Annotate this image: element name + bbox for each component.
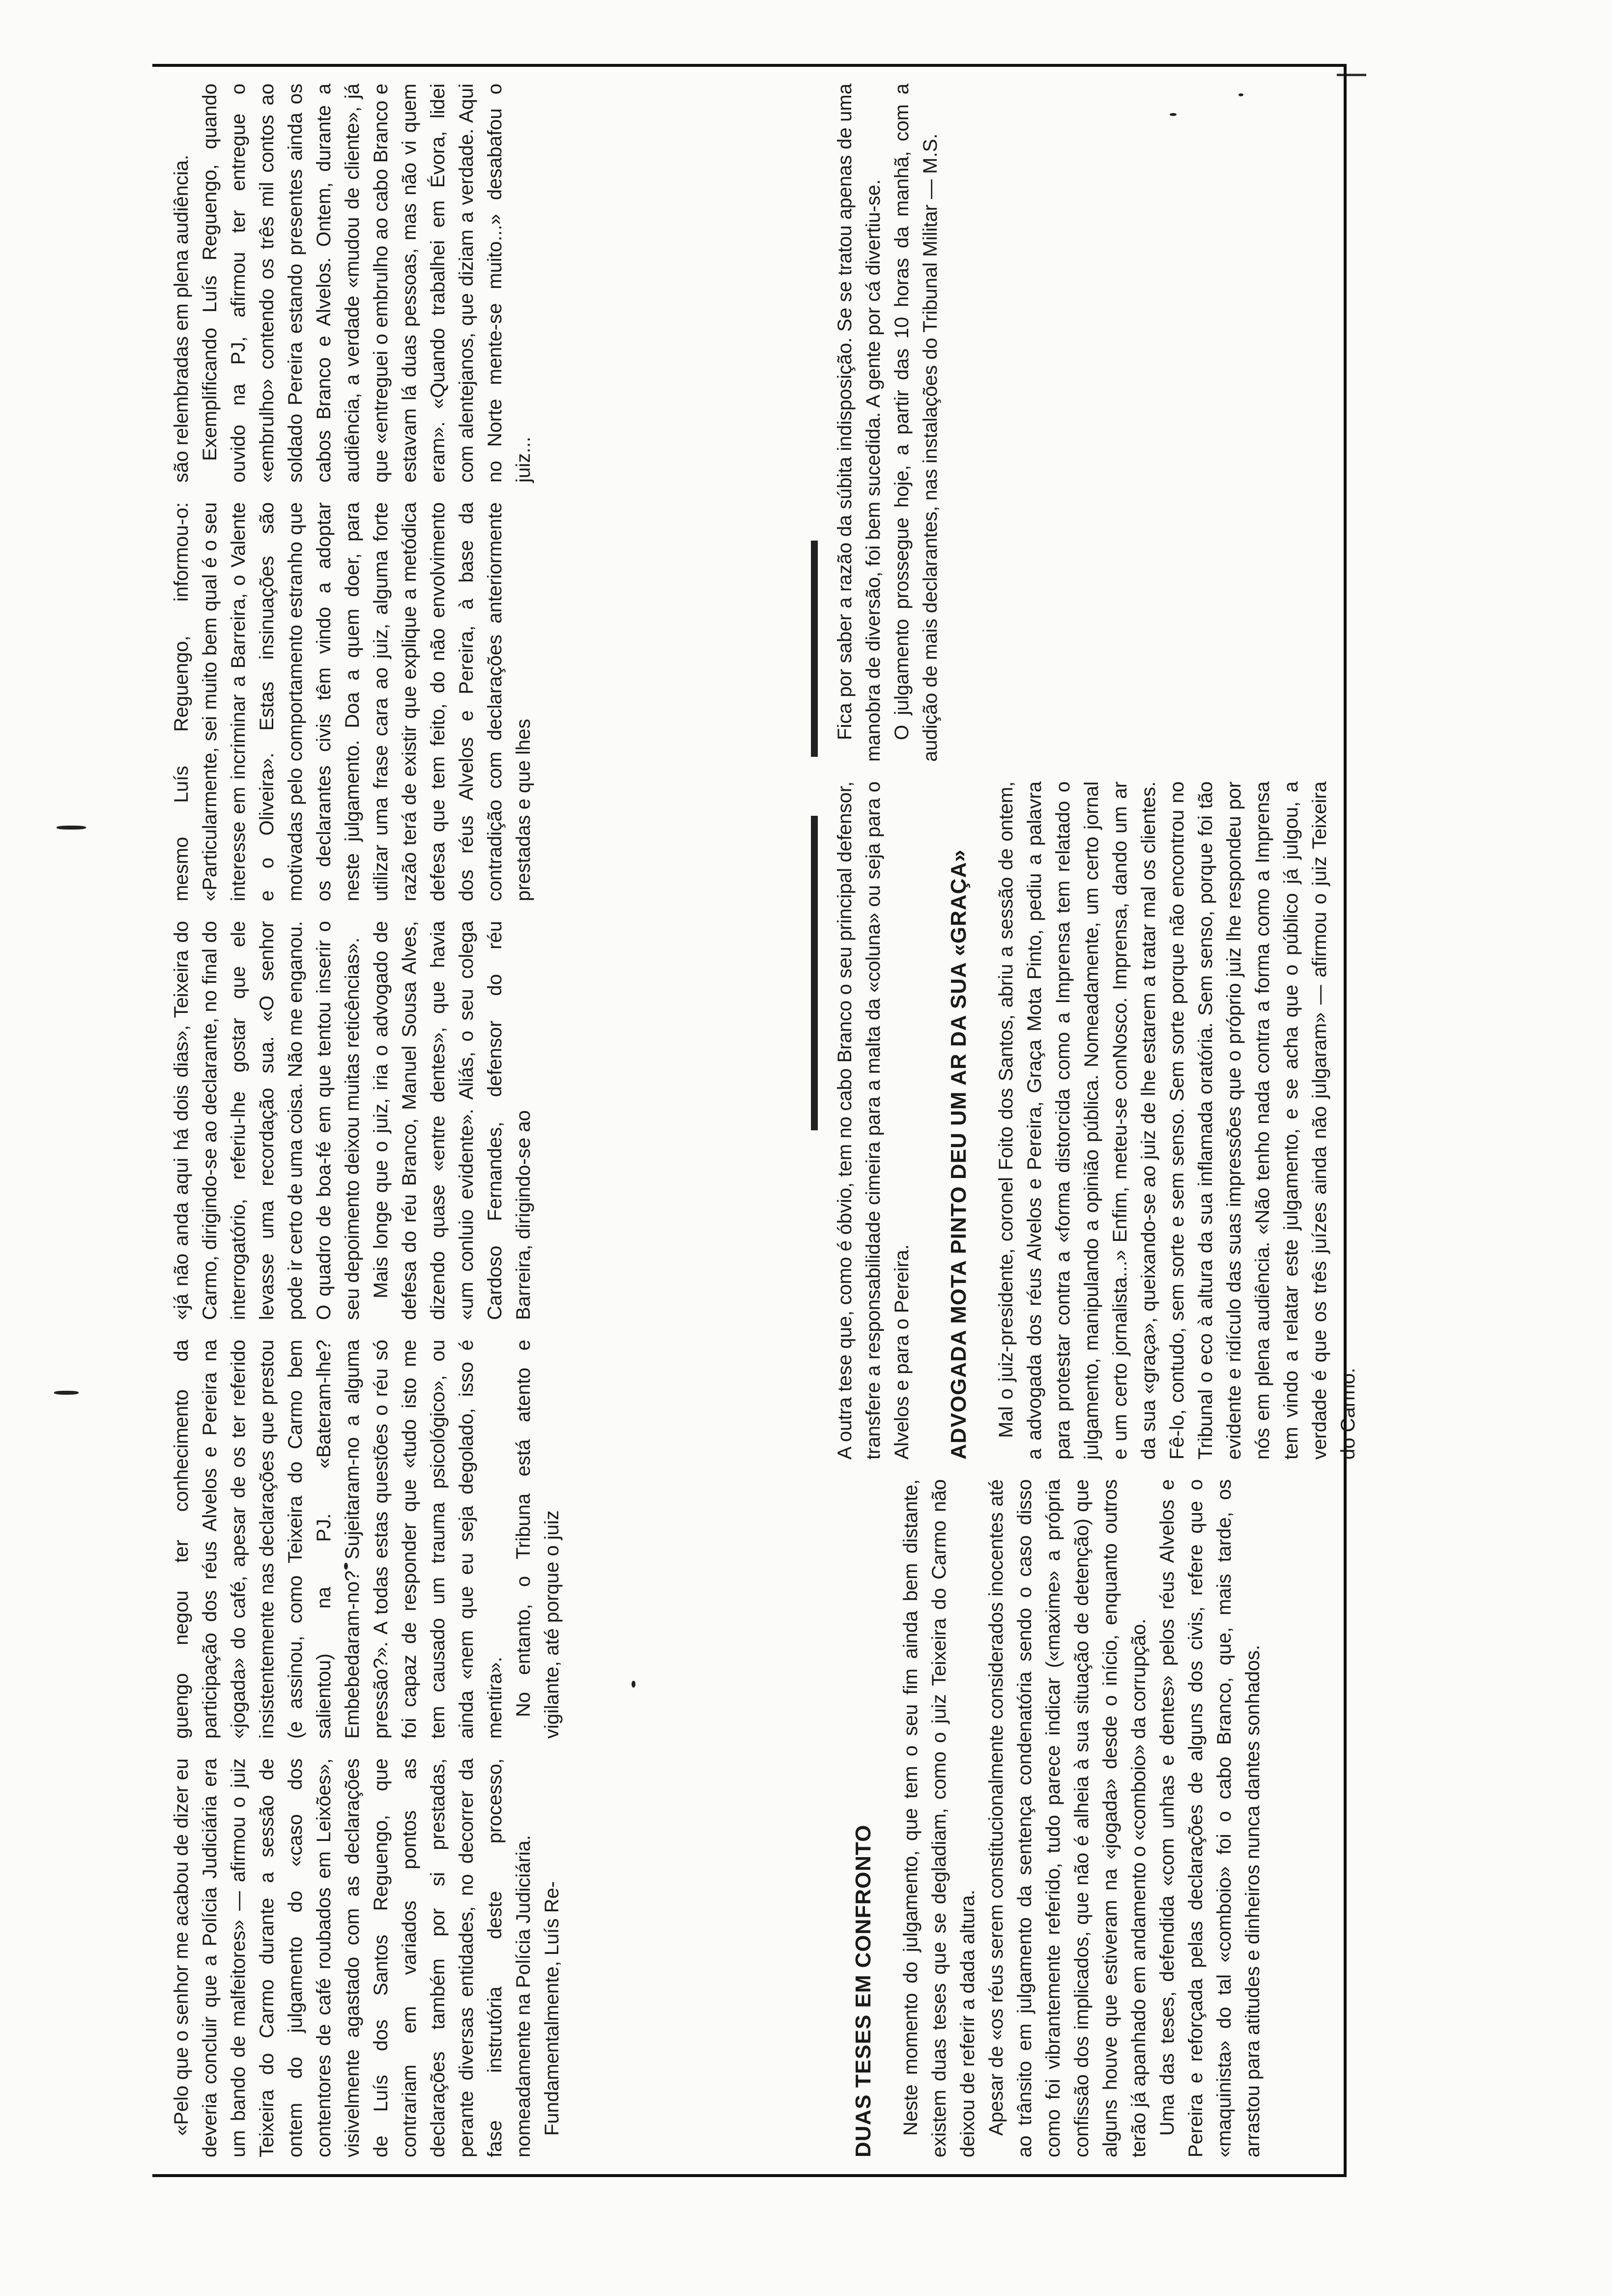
article-column-1 [167, 1758, 806, 2157]
article-column-5 [167, 84, 806, 483]
bottom-columns [831, 84, 1359, 2157]
paragraph: mesmo Luís Reguengo, informou-o: «Particularmente, sei muito bem qual é o seu interesse em incriminar a Barreira, o Valente e o Oliveira». Estas insinuações são motivadas pelo comportamento estranho que os declarantes civis têm vindo a adoptar neste julgamento. Doa a quem doer, para utilizar uma frase cara ao juiz, alguma forte razão terá de existir que explique a metódica defesa que tem feito, do não envolvimento dos réus Alvelos e Pereira, à base da contradição com declarações anteriormente prestadas e que lhes [171, 502, 534, 901]
section-divider [811, 541, 818, 1130]
paragraph: A outra tese que, como é óbvio, tem no cabo Branco o seu principal defensor, transfere a responsabilidade cimeira para a malta da «coluna» ou seja para o Alvelos e para o Pereira. [834, 781, 913, 1460]
newspaper-clipping [152, 64, 1359, 2177]
paragraph: Mais longe que o juiz, iria o advogado de defesa do réu Branco, Manuel Sousa Alves, dizendo quase «entre dentes», que havia «um conluio evidente». Aliás, o seu colega Cardoso Fernandes, defensor do réu Barreira, dirigindo-se ao [370, 921, 534, 1320]
scan-speck [54, 1391, 79, 1395]
paragraph: Apesar de «os réus serem constitucionalmente considerados inocentes até ao trânsito em julgamento da sentença condenatória sendo o caso disso como foi vibrantemente referido, tudo parece indicar («maxime» a própria confissão dos implicados, que não é alheia à sua situação de detenção) que alguns houve que estiveram na «jogada» desde o início, enquanto outros terão já apanhado em andamento o «comboio» da corrupção. [985, 1479, 1150, 2157]
article-column-6 [831, 1479, 1332, 2157]
paragraph: são relembradas em plena audiência. [171, 154, 192, 483]
subheading-duas-teses: DUAS TESES EM CONFRONTO [851, 1824, 875, 2157]
paragraph: Exemplificando Luís Reguengo, quando ouvido na PJ, afirmou ter entregue o «embrulho» contendo os três mil contos ao soldado Pereira estando presentes ainda os cabos Branco e Alvelos. Ontem, durante a audiência, a verdade «mudou de cliente», já que «entreguei o embrulho ao cabo Branco e estavam lá duas pessoas, mas não vi quem eram». «Quando trabalhei em Évora, lidei com alentejanos, que diziam a verdade. Aqui no Norte mente-se muito...» desabafou o juiz... [199, 84, 534, 483]
paragraph: Uma das teses, defendida «com unhas e dentes» pelos réus Alvelos e Pereira e reforçada pelas declarações de alguns dos civis, refere que o «maquinista» do tal «comboio» foi o cabo Branco, que, mais tarde, os arrastou para atitudes e dinheiros nunca dantes sonhados. [1156, 1479, 1264, 2157]
scan-speck [57, 826, 86, 830]
article-column-4 [167, 502, 806, 901]
paragraph: Fundamentalmente, Luís Re- [541, 1881, 563, 2136]
paragraph: O julgamento prossegue hoje, a partir das 10 horas da manhã, com a audição de mais declarantes, nas instalações do Tribunal Militar — M.S. [891, 84, 941, 762]
article-column-2 [167, 1340, 806, 1739]
article-column-3 [167, 921, 806, 1320]
paragraph: Fica por saber a razão da súbita indisposição. Se se tratou apenas de uma manobra de diversão, foi bem sucedida. A gente por cá divertiu-se. [834, 84, 884, 762]
paragraph: Neste momento do julgamento, que tem o seu fim ainda bem distante, existem duas teses que se degladiam, como o juiz Teixeira do Carmo não deixou de referir a dada altura. [900, 1479, 979, 2157]
subheading-advogada: ADVOGADA MOTA PINTO DEU UM AR DA SUA «GRAÇA» [947, 849, 971, 1460]
article-column-7 [831, 781, 1359, 1460]
divider-gap [811, 757, 818, 816]
top-columns [167, 84, 806, 2157]
paragraph: guengo negou ter conhecimento da participação dos réus Alvelos e Pereira na «jogada» do café, apesar de os ter referido insistentemente nas declarações que prestou (e assinou, como Teixeira do Carmo bem salientou) na PJ. «Bateram-lhe? Embebedaram-no? Sujeitaram-no a alguma pressão?». A todas estas questões o réu só foi capaz de responder que «tudo isto me tem causado um trauma psicológico», ou ainda «nem que eu seja degolado, isso é mentira». [171, 1340, 506, 1739]
paragraph: Mal o juiz-presidente, coronel Foito dos Santos, abriu a sessão de ontem, a advogada dos réus Alvelos e Pereira, Graça Mota Pinto, pediu a palavra para protestar contra a «forma distorcida como a Imprensa tem relatado o julgamento, manipulando a opinião pública. Nomeadamente, um certo jornal e um certo jornalista...» Enfim, meteu-se conNosco. Imprensa, dando um ar da sua «graça», queixando-se ao juiz de lhe estarem a tratar mal os clientes. Fê-lo, contudo, sem sorte e sem senso. Sem sorte porque não encontrou no Tribunal o eco à altura da sua inflamada oratória. Sem senso, porque foi tão evidente e ridículo das suas impressões que o próprio juiz lhe respondeu por nós em plena audiência. «Não tenho nada contra a forma como a Imprensa tem vindo a relatar este julgamento, e se acha que o público já julgou, a verdade é que os três juízes ainda não julgaram» — afirmou o juiz Teixeira do Carmo. [995, 781, 1359, 1460]
paragraph: No entanto, o Tribuna está atento e vigilante, até porque o juiz [513, 1340, 563, 1739]
article-column-8 [831, 84, 1332, 762]
paragraph: «já não anda aqui há dois dias», Teixeira do Carmo, dirigindo-se ao declarante, no final do interrogatório, referiu-lhe gostar que ele levasse uma recordação sua. «O senhor pode ir certo de uma coisa. Não me enganou. O quadro de boa-fé em que tentou inserir o seu depoimento deixou muitas reticências». [171, 921, 363, 1320]
paragraph: «Pelo que o senhor me acabou de dizer eu deveria concluir que a Polícia Judiciária era um bando de malfeitores» — afirmou o juiz Teixeira do Carmo durante a sessão de ontem do julgamento do «caso dos contentores de café roubados em Leixões», visivelmente agastado com as declarações de Luís dos Santos Reguengo, que contrariam em variados pontos as declarações também por si prestadas, perante diversas entidades, no decorrer da fase instrutória deste processo, nomeadamente na Polícia Judiciária. [171, 1758, 534, 2157]
